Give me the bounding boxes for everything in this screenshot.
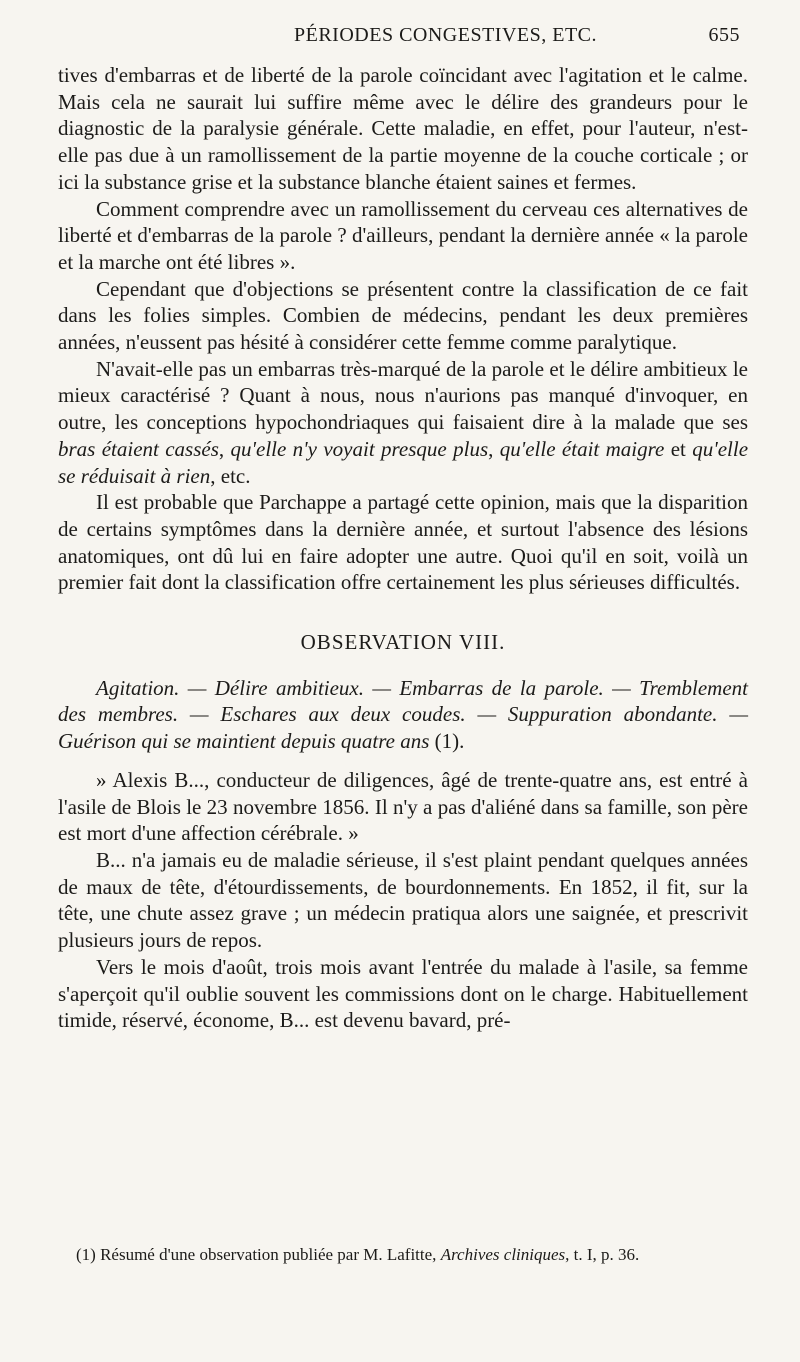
paragraph-4-end: , etc. — [210, 463, 251, 488]
quote-maigre: qu'elle était maigre — [499, 436, 665, 461]
observation-title: OBSERVATION VIII. — [300, 630, 506, 655]
footnote-journal: Archives cliniques — [440, 1245, 566, 1264]
quote-voyait-plus: qu'elle n'y voyait presque plus — [230, 436, 489, 461]
page-header — [60, 14, 740, 54]
paragraph-1: tives d'embarras et de liberté de la parole coïncidant avec l'agitation et le calme. Mais cela ne saurait lui suffire même avec le délire des grandeurs pour le diagnostic de la paralysie générale. Cette maladie, en effet, pour l'auteur, n'est-elle pas due à un ramollissement de la partie moyenne de la couche corticale ; or ici la substance grise et la substance blanche étaient saines et fermes. — [58, 63, 748, 194]
observation-paragraph-2: B... n'a jamais eu de maladie sérieuse, il s'est plaint pendant quelques années de maux de tête, d'étourdissements, de bourdonnements. En 1852, il fit, sur la tête, une chute assez grave ; un médecin pratiqua alors une saignée, et prescrivit plusieurs jours de repos. — [58, 847, 748, 953]
observation-summary — [58, 675, 748, 755]
paragraph-4-text: N'avait-elle pas un embarras très-marqué de la parole et le délire ambitieux le mieux caractérisé ? Quant à nous, nous n'aurions pas manqué d'invoquer, en outre, les conceptions hypochondriaques qui faisaient dire à la malade que ses — [58, 356, 748, 435]
footnote-ref: (1). — [429, 729, 465, 754]
page-number: 655 — [708, 24, 740, 46]
quote-reduisait: qu'elle se réduisait à rien — [58, 436, 749, 488]
paragraph-5: Il est probable que Parchappe a partagé cette opinion, mais que la disparition de certains symptômes dans la dernière année, et surtout l'absence des lésions anatomiques, ont dû lui en faire adopter une autre. Quoi qu'il en soit, voilà un premier fait dont la classification offre certainement les plus sérieuses difficultés. — [58, 490, 748, 595]
observation-paragraph-1: » Alexis B..., conducteur de diligences, âgé de trente-quatre ans, est entré à l'asile de Blois le 23 novembre 1856. Il n'y a pas d'aliéné dans sa famille, son père est mort d'une affection cérébrale. » — [58, 767, 748, 846]
paragraph-3: Cependant que d'objections se présentent contre la classification de ce fait dans les folies simples. Combien de médecins, pendant les deux premières années, n'eussent pas hésité à considérer cette femme comme paralytique. — [58, 276, 748, 355]
footnote-lead: (1) Résumé d'une observation publiée par M. Lafitte, — [76, 1245, 441, 1264]
paragraph-4-sep: et — [664, 436, 693, 461]
paragraph-2: Comment comprendre avec un ramollissement du cerveau ces alternatives de liberté et d'embarras de la parole ? d'ailleurs, pendant la dernière année « la parole et la marche ont été libres ». — [58, 196, 748, 274]
quote-bras-casses: bras étaient cassés — [58, 436, 219, 461]
footnote-tail: , t. I, p. 36. — [565, 1245, 640, 1264]
observation-paragraph-3: Vers le mois d'août, trois mois avant l'entrée du malade à l'asile, sa femme s'aperçoit qu'il oublie souvent les commissions dont on le charge. Habituellement timide, réservé, économe, B... est devenu bavard, pré- — [58, 954, 748, 1033]
paragraph-4 — [58, 356, 748, 490]
footnote — [58, 1243, 748, 1266]
footnote-text — [58, 1243, 748, 1266]
main-text — [58, 62, 748, 1034]
observation-summary-text: Agitation. — Délire ambitieux. — Embarras de la parole. — Tremblement des membres. — Eschares aux deux coudes. — Suppuration abondante. — Guérison qui se maintient depuis quatre ans — [58, 675, 748, 754]
paragraph-4-sep: , — [488, 436, 500, 461]
paragraph-4-sep: , — [218, 436, 231, 461]
running-title: PÉRIODES CONGESTIVES, ETC. — [294, 24, 598, 46]
